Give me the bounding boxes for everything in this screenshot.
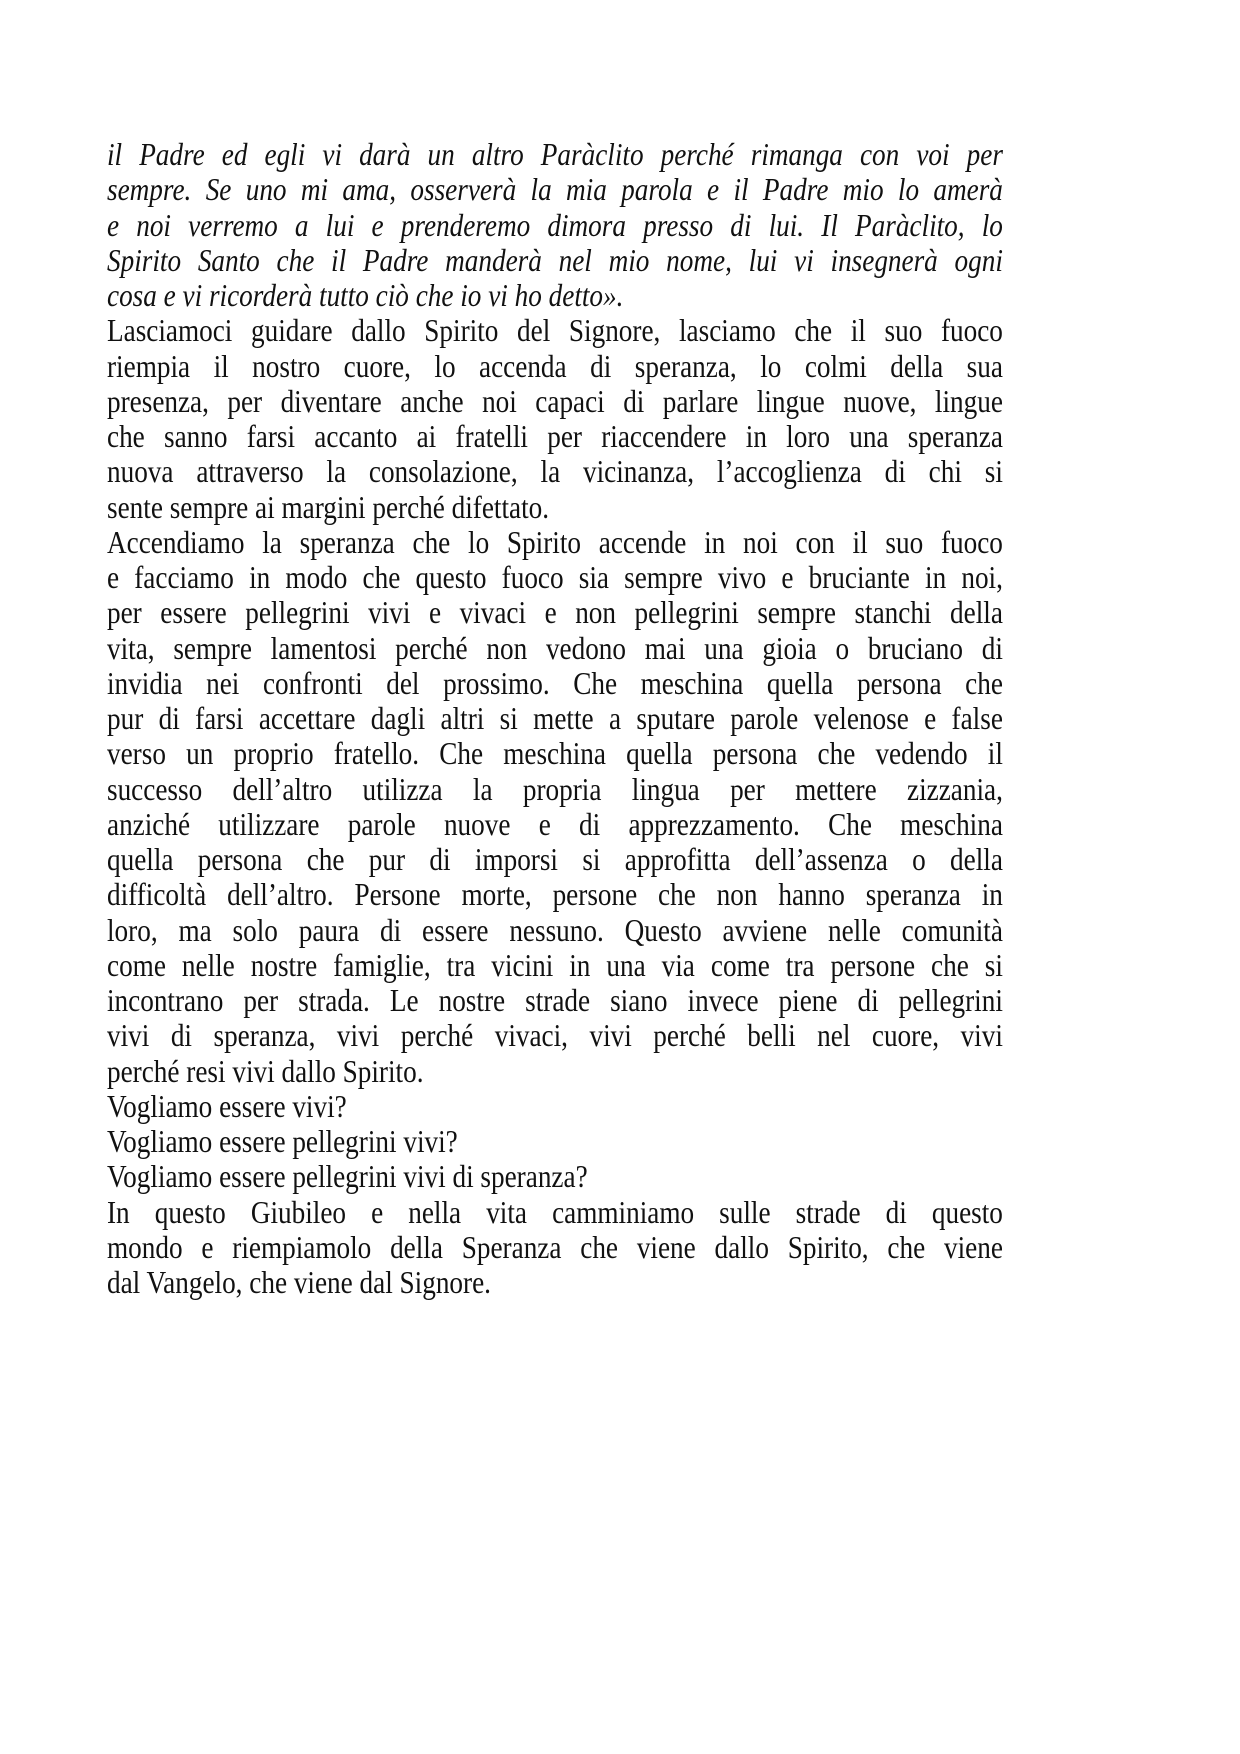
document-page [107, 137, 1003, 1300]
text-line: Vogliamo essere vivi? [107, 1087, 347, 1124]
body-paragraph [107, 525, 1003, 1089]
text-line: nuova attraverso la consolazione, la vicinanza, l’accoglienza di chi si [107, 453, 1003, 490]
text-line: perché resi vivi dallo Spirito. [107, 1052, 424, 1089]
body-paragraph [107, 1159, 1003, 1194]
text-line: cosa e vi ricorderà tutto ciò che io vi ho detto». [107, 277, 624, 313]
text-line: sente sempre ai margini perché difettato. [107, 488, 550, 525]
text-line: incontrano per strada. Le nostre strade siano invece piene di pellegrini [107, 982, 1003, 1018]
text-line: presenza, per diventare anche noi capaci di parlare lingue nuove, lingue [107, 382, 1003, 419]
text-line: loro, ma solo paura di essere nessuno. Questo avviene nelle comunità [107, 911, 1003, 948]
text-line: successo dell’altro utilizza la propria lingua per mettere zizzania, [107, 770, 1003, 807]
text-line: vivi di speranza, vivi perché vivaci, vivi perché belli nel cuore, vivi [107, 1017, 1003, 1054]
text-line: verso un proprio fratello. Che meschina quella persona che vedendo il [107, 735, 1003, 772]
text-line: anziché utilizzare parole nuove e di apprezzamento. Che meschina [107, 805, 1003, 842]
text-line: per essere pellegrini vivi e vivaci e non pellegrini sempre stanchi della [107, 594, 1003, 631]
text-line: vita, sempre lamentosi perché non vedono mai una gioia o bruciano di [107, 629, 1003, 666]
text-line: e noi verremo a lui e prenderemo dimora presso di lui. Il Paràclito, lo [107, 206, 1003, 243]
body-paragraph [107, 1089, 1003, 1124]
text-line: Spirito Santo che il Padre manderà nel mio nome, lui vi insegnerà ogni [107, 241, 1003, 278]
body-paragraph [107, 1124, 1003, 1159]
text-line: sempre. Se uno mi ama, osserverà la mia parola e il Padre mio lo amerà [107, 171, 1003, 208]
text-line: quella persona che pur di imporsi si approfitta dell’assenza o della [107, 841, 1003, 877]
text-line: dal Vangelo, che viene dal Signore. [107, 1264, 491, 1300]
text-line: riempia il nostro cuore, lo accenda di speranza, lo colmi della sua [107, 347, 1003, 384]
text-line: Vogliamo essere pellegrini vivi? [107, 1123, 458, 1159]
text-line: il Padre ed egli vi darà un altro Paràclito perché rimanga con voi per [107, 136, 1003, 172]
text-line: che sanno farsi accanto ai fratelli per riaccendere in loro una speranza [107, 418, 1003, 454]
body-paragraph [107, 1195, 1003, 1301]
text-line: come nelle nostre famiglie, tra vicini in una via come tra persone che si [107, 946, 1003, 983]
text-line: In questo Giubileo e nella vita camminiamo sulle strade di questo [107, 1193, 1003, 1230]
text-line: Accendiamo la speranza che lo Spirito accende in noi con il suo fuoco [107, 523, 1003, 560]
text-line: Lasciamoci guidare dallo Spirito del Signore, lasciamo che il suo fuoco [107, 312, 1003, 349]
text-line: difficoltà dell’altro. Persone morte, persone che non hanno speranza in [107, 876, 1003, 913]
body-paragraph [107, 313, 1003, 525]
text-line: pur di farsi accettare dagli altri si mette a sputare parole velenose e false [107, 700, 1003, 736]
text-line: e facciamo in modo che questo fuoco sia sempre vivo e bruciante in noi, [107, 559, 1003, 595]
text-line: Vogliamo essere pellegrini vivi di speranza? [107, 1158, 588, 1195]
quote-paragraph [107, 137, 1003, 313]
text-line: invidia nei confronti del prossimo. Che meschina quella persona che [107, 664, 1003, 701]
text-line: mondo e riempiamolo della Speranza che viene dallo Spirito, che viene [107, 1228, 1003, 1265]
